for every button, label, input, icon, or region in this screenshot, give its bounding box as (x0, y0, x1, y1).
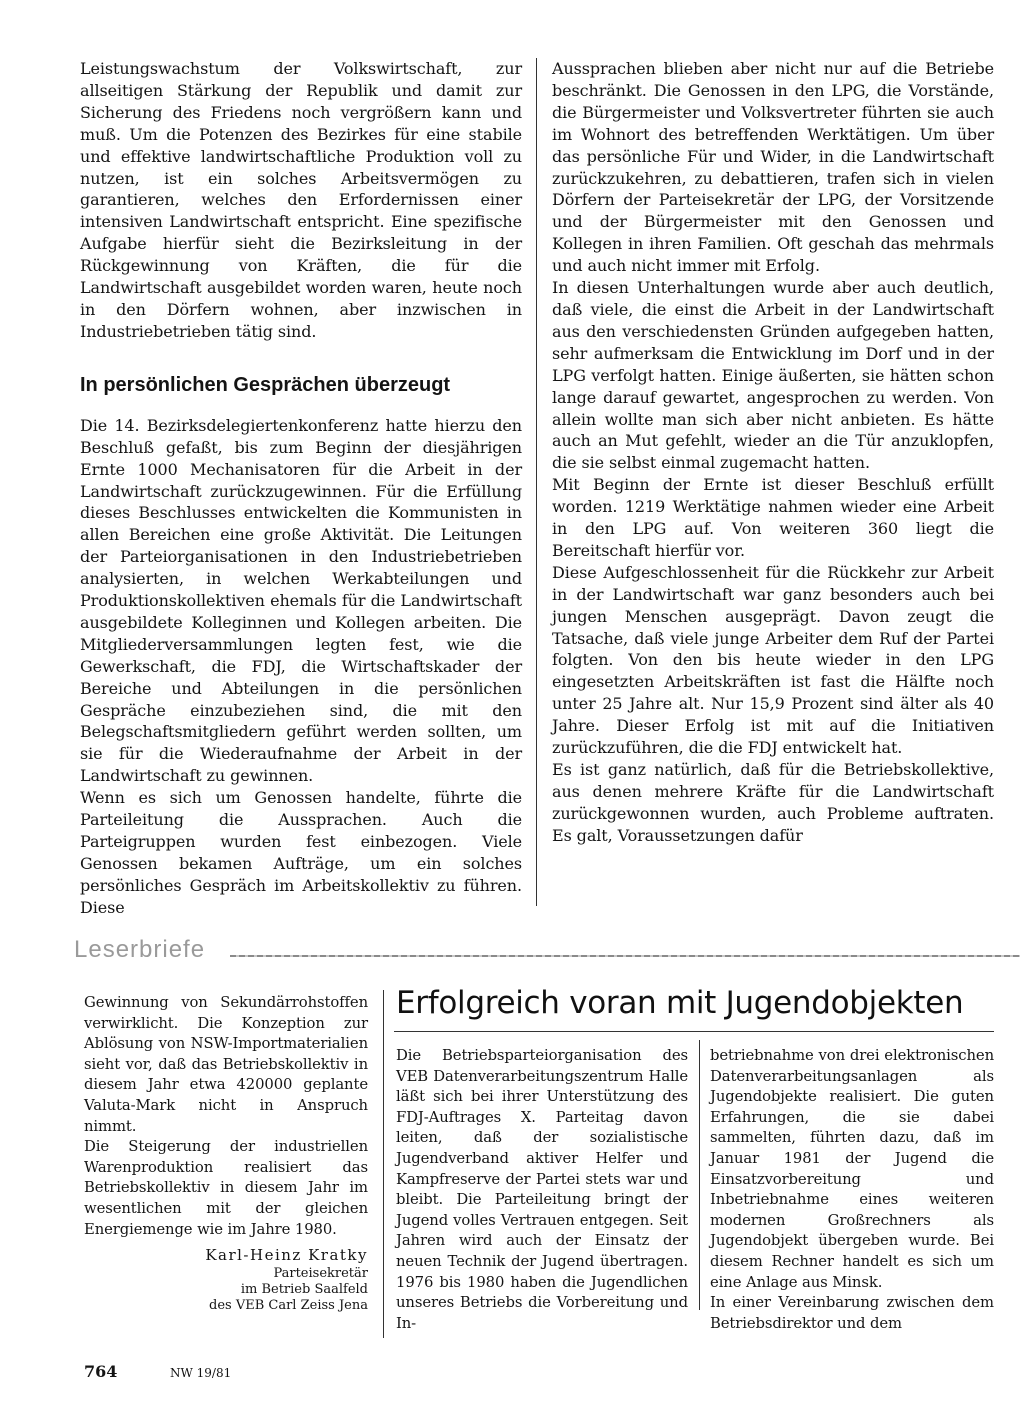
article-paragraph: Aussprachen blieben aber nicht nur auf die Betriebe beschränkt. Die Genossen in den LPG, die Vorstände, die Bürgermeister und Volksvertreter führten sie auch im Wohnort des betreffenden Werktätigen. Um über das persönliche Für und Wider, in die Landwirtschaft zurückzukehren, zu debattieren, trafen sich in vielen Dörfern der Parteisekretär der LPG, der Vorsitzende und der Bürgermeister mit den Genossen und Kollegen in ihren Familien. Oft geschah das mehrmals und auch nicht immer mit Erfolg. (552, 59, 994, 276)
letter-divider (383, 990, 384, 1338)
letter-signature (84, 1244, 368, 1314)
author-role: Parteisekretär (273, 1266, 368, 1281)
letter-paragraph: Gewinnung von Sekundärrohstoffen verwirklicht. Die Konzeption zur Ablösung von NSW-Importmaterialien sieht vor, daß das Betriebskollektiv in diesem Jahr etwa 420000 geplante Valuta-Mark nicht in Anspruch nimmt. (84, 994, 368, 1135)
article-paragraph: Diese Aufgeschlossenheit für die Rückkehr zur Arbeit in der Landwirtschaft war ganz besonders auch bei jungen Menschen ausgeprägt. Davon zeugt die Tatsache, daß viele junge Arbeiter dem Ruf der Partei folgten. Von den bis heute wieder in den LPG eingesetzten Arbeitskräften ist fast die Hälfte noch unter 25 Jahre alt. Nur 15,9 Prozent sind älter als 40 Jahre. Dieser Erfolg ist mit auf die Initiativen zurückzuführen, die die FDJ entwickelt hat. (552, 562, 994, 758)
author-role: im Betrieb Saalfeld (240, 1282, 368, 1297)
page-number: 764 (84, 1362, 118, 1381)
article-paragraph: In diesen Unterhaltungen wurde aber auch deutlich, daß viele, die einst die Arbeit in der Landwirtschaft aus den verschiedensten Gründen aufgegeben hatten, sehr aufmerksam die Entwicklung im Dorf und in der LPG verfolgt hatten. Einige äußerten, sie hätten schon lange darauf gewartet, angesprochen zu werden. Von allein wollte man sich aber nicht anbieten. Es hätte auch an Mut gefehlt, wieder an die Tür anzuklopfen, die sie selbst einmal zugemacht hatten. (552, 278, 994, 473)
section-heading: In persönlichen Gesprächen überzeugt (80, 373, 451, 396)
article-paragraph: Mit Beginn der Ernte ist dieser Beschluß erfüllt worden. 1219 Werktätige nahmen wieder eine Arbeit in den LPG auf. Von weiteren 360 liegt die Bereitschaft hierfür vor. (552, 475, 994, 560)
article-paragraph: Wenn es sich um Genossen handelte, führte die Parteileitung die Aussprachen. Auch die Parteigruppen wurden fest einbezogen. Viele Genossen bekamen Aufträge, um ein solches persönliches Gespräch im Arbeitskollektiv zu führen. Diese (80, 788, 522, 917)
article-column-left (80, 58, 522, 919)
issue-label: NW 19/81 (170, 1366, 232, 1380)
letter-paragraph: In einer Vereinbarung zwischen dem Betriebsdirektor und dem (710, 1294, 994, 1332)
author-name: Karl-Heinz Kratky (205, 1246, 368, 1264)
letter-two-column-left (396, 1046, 688, 1334)
article-column-right (552, 58, 994, 847)
letter-title: Erfolgreich voran mit Jugendobjekten (396, 985, 964, 1021)
letter-paragraph: Die Betriebsparteiorganisation des VEB Datenverarbeitungszentrum Halle läßt sich bei ihrer Unterstützung des FDJ-Auftrages X. Parteitag davon leiten, daß der sozialistische Jugendverband aktiver Helfer und Kampfreserve der Partei stets war und bleibt. Die Parteileitung bringt der Jugend volles Vertrauen entgegen. Seit Jahren wird auch der Einsatz der neuen Technik der Jugend übertragen. 1976 bis 1980 haben die Jugendlichen unseres Betriebs die Vorbereitung und In- (396, 1047, 688, 1332)
letter-paragraph: betriebnahme von drei elektronischen Datenverarbeitungsanlagen als Jugendobjekte realisiert. Die guten Erfahrungen, die sie dabei sammelten, führten dazu, daß im Januar 1981 der Jugend die Einsatzvorbereitung und Inbetriebnahme eines weiteren modernen Großrechners als Jugendobjekt übergeben wurde. Bei diesem Rechner handelt es sich um eine Anlage aus Minsk. (710, 1047, 994, 1291)
letter-two-column-right (710, 1046, 994, 1334)
author-role: des VEB Carl Zeiss Jena (209, 1298, 368, 1313)
column-divider (536, 58, 537, 906)
section-label-leserbriefe: Leserbriefe (74, 936, 206, 963)
article-paragraph: Es ist ganz natürlich, daß für die Betriebskollektive, aus denen mehrere Kräfte für die Landwirtschaft zurückgewonnen wurden, auch Probleme auftraten. Es galt, Voraussetzungen dafür (552, 760, 994, 845)
title-rule (394, 1031, 994, 1032)
article-intro-paragraph: Leistungswachstum der Volkswirtschaft, zur allseitigen Stärkung der Republik und damit zur Sicherung des Friedens noch vergrößern kann und muß. Um die Potenzen des Bezirkes für eine stabile und effektive landwirtschaftliche Produktion voll zu nutzen, ist ein solches Arbeitsvermögen zu garantieren, welches den Erfordernissen einer intensiven Landwirtschaft entspricht. Eine spezifische Aufgabe hierfür sieht die Bezirksleitung in der Rückgewinnung von Kräften, die für die Landwirtschaft ausgebildet worden waren, heute noch in den Dörfern wohnen, aber inzwischen in Industriebetrieben tätig sind. (80, 59, 522, 341)
letter-paragraph: Die Steigerung der industriellen Warenproduktion realisiert das Betriebskollektiv in diesem Jahr im wesentlichen mit der gleichen Energiemenge wie im Jahre 1980. (84, 1138, 368, 1238)
inner-column-divider (699, 1040, 700, 1310)
letter-one-column (84, 993, 368, 1240)
article-paragraph: Die 14. Bezirksdelegiertenkonferenz hatte hierzu den Beschluß gefaßt, bis zum Beginn der diesjährigen Ernte 1000 Mechanisatoren für die Arbeit in der Landwirtschaft zurückzugewinnen. Für die Erfüllung dieses Beschlusses entwickelten die Kommunisten in allen Bereichen eine große Aktivität. Die Leitungen der Parteiorganisationen in den Industriebetrieben analysierten, in welchen Werkabteilungen und Produktionskollektiven ehemals für die Landwirtschaft ausgebildete Kolleginnen und Kollegen arbeiten. Die Mitgliederversammlungen legten fest, wie die Gewerkschaft, die FDJ, die Wirtschaftskader der Bereiche und Abteilungen in die persönlichen Gespräche einzubeziehen sind, die mit den Belegschaftsmitgliedern geführt werden sollten, um sie für die Wiederaufnahme der Arbeit in der Landwirtschaft zu gewinnen. (80, 415, 522, 786)
section-rule (230, 955, 1020, 957)
